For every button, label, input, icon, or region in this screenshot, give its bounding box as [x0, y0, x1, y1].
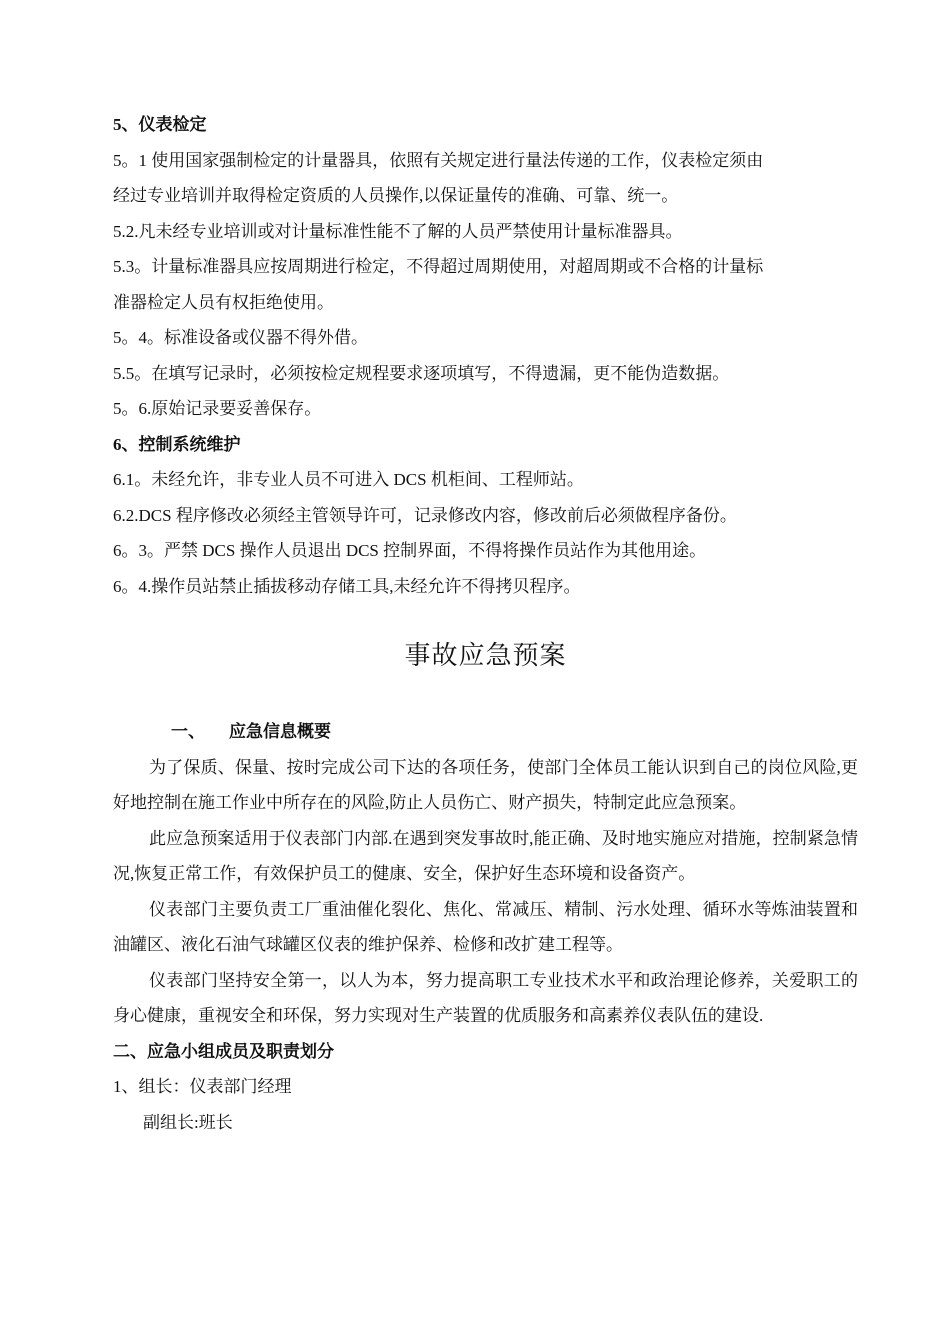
- section-6-4: 6。4.操作员站禁止插拔移动存储工具,未经允许不得拷贝程序。: [113, 576, 581, 596]
- part-1-paragraph-2: 此应急预案适用于仪表部门内部.在遇到突发事故时,能正确、及时地实施应对措施，控制紧急情况,恢复正常工作，有效保护员工的健康、安全，保护好生态环境和设备资产。: [113, 828, 858, 883]
- section-6-heading: 6、控制系统维护: [113, 434, 241, 454]
- document-title: 事故应急预案: [404, 641, 567, 671]
- part-1-paragraph-3: 仪表部门主要负责工厂重油催化裂化、焦化、常减压、精制、污水处理、循环水等炼油装置和油罐区、液化石油气球罐区仪表的维护保养、检修和改扩建工程等。: [113, 899, 858, 954]
- section-6-1: 6.1。未经允许，非专业人员不可进入 DCS 机柜间、工程师站。: [113, 470, 584, 489]
- part-1-number: 一、: [171, 722, 205, 741]
- part-2-deputy-leader: 副组长:班长: [143, 1112, 233, 1132]
- section-5-6: 5。6.原始记录要妥善保存。: [113, 399, 322, 418]
- section-5-heading: 5、仪表检定: [113, 115, 207, 134]
- section-5-3-line-2: 准器检定人员有权拒绝使用。: [113, 292, 334, 312]
- section-5-4: 5。4。标准设备或仪器不得外借。: [113, 328, 368, 347]
- section-5-1-line-1: 5。1 使用国家强制检定的计量器具，依照有关规定进行量法传递的工作，仪表检定须由: [113, 150, 764, 170]
- section-5-5: 5.5。在填写记录时，必须按检定规程要求逐项填写，不得遗漏，更不能伪造数据。: [113, 363, 730, 383]
- part-2-leader: 1、组长：仪表部门经理: [113, 1077, 292, 1096]
- section-5-2: 5.2.凡未经专业培训或对计量标准性能不了解的人员严禁使用计量标准器具。: [113, 221, 683, 241]
- section-6-3: 6。3。严禁 DCS 操作人员退出 DCS 控制界面，不得将操作员站作为其他用途。: [113, 541, 707, 560]
- part-1-paragraph-1: 为了保质、保量、按时完成公司下达的各项任务，使部门全体员工能认识到自己的岗位风险,更好地控制在施工作业中所存在的风险,防止人员伤亡、财产损失，特制定此应急预案。: [113, 757, 858, 812]
- part-1-heading: [113, 714, 858, 750]
- section-6-2: 6.2.DCS 程序修改必须经主管领导许可，记录修改内容，修改前后必须做程序备份。: [113, 505, 737, 525]
- section-5-1-line-2: 经过专业培训并取得检定资质的人员操作,以保证量传的准确、可靠、统一。: [113, 186, 679, 205]
- part-1-paragraph-4: 仪表部门坚持安全第一，以人为本，努力提高职工专业技术水平和政治理论修养，关爱职工的身心健康，重视安全和环保，努力实现对生产装置的优质服务和高素养仪表队伍的建设.: [113, 970, 858, 1025]
- document-body: [113, 107, 858, 1140]
- part-1-heading-text: 应急信息概要: [229, 722, 331, 741]
- part-2-heading: 二、应急小组成员及职责划分: [113, 1041, 334, 1061]
- section-5-3-line-1: 5.3。计量标准器具应按周期进行检定，不得超过周期使用，对超周期或不合格的计量标: [113, 257, 764, 276]
